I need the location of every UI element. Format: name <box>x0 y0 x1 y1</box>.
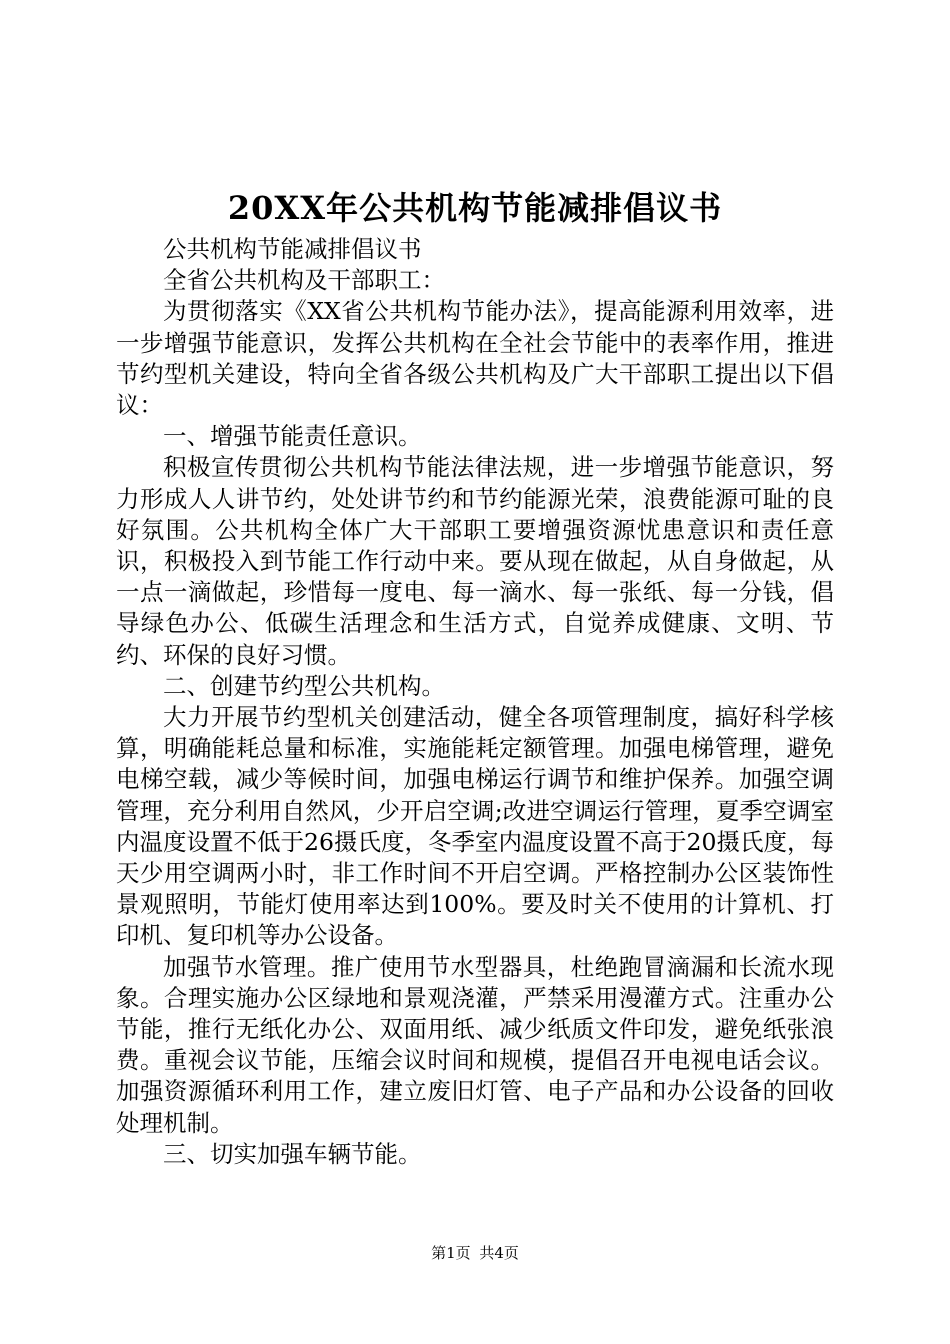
section-heading-1: 一、增强节能责任意识。 <box>163 422 422 451</box>
paragraph-heading: 公共机构节能减排倡议书 <box>163 235 422 263</box>
page-footer <box>0 1243 950 1263</box>
paragraph-section-1: 积极宣传贯彻公共机构节能法律法规，进一步增强节能意识，努力形成人人讲节约，处处讲节约和节约能源光荣，浪费能源可耻的良好氛围。公共机构全体广大干部职工要增强资源忧患意识和责任意识，积极投入到节能工作行动中来。要从现在做起，从自身做起，从一点一滴做起，珍惜每一度电、每一滴水、每一张纸、每一分钱，倡导绿色办公、低碳生活理念和生活方式，自觉养成健康、文明、节约、环保的良好习惯。 <box>116 453 834 669</box>
document-body <box>116 234 834 1170</box>
paragraph-intro: 为贯彻落实《XX省公共机构节能办法》，提高能源利用效率，进一步增强节能意识，发挥公共机构在全社会节能中的表率作用，推进节约型机关建设，特向全省各级公共机构及广大干部职工提出以下倡议： <box>116 297 834 420</box>
paragraph-section-2b: 加强节水管理。推广使用节水型器具，杜绝跑冒滴漏和长流水现象。合理实施办公区绿地和景观浇灌，严禁采用漫灌方式。注重办公节能，推行无纸化办公、双面用纸、减少纸质文件印发，避免纸张浪费。重视会议节能，压缩会议时间和规模，提倡召开电视电话会议。加强资源循环利用工作，建立废旧灯管、电子产品和办公设备的回收处理机制。 <box>116 952 834 1137</box>
paragraph-section-2: 大力开展节约型机关创建活动，健全各项管理制度，搞好科学核算，明确能耗总量和标准，实施能耗定额管理。加强电梯管理，避免电梯空载，减少等候时间，加强电梯运行调节和维护保养。加强空调管理，充分利用自然风，少开启空调;改进空调运行管理，夏季空调室内温度设置不低于26摄氏度，冬季室内温度设置不高于20摄氏度，每天少用空调两小时，非工作时间不开启空调。严格控制办公区装饰性景观照明，节能灯使用率达到100%。要及时关不使用的计算机、打印机、复印机等办公设备。 <box>116 703 834 950</box>
document-title: 20XX年公共机构节能减排倡议书 <box>227 189 723 227</box>
section-heading-3: 三、切实加强车辆节能。 <box>163 1139 422 1168</box>
page-total: 共4页 <box>479 1244 519 1262</box>
section-heading-2: 二、创建节约型公共机构。 <box>163 671 445 700</box>
page-number: 第1页 <box>431 1244 471 1262</box>
paragraph-salutation: 全省公共机构及干部职工： <box>163 266 445 295</box>
